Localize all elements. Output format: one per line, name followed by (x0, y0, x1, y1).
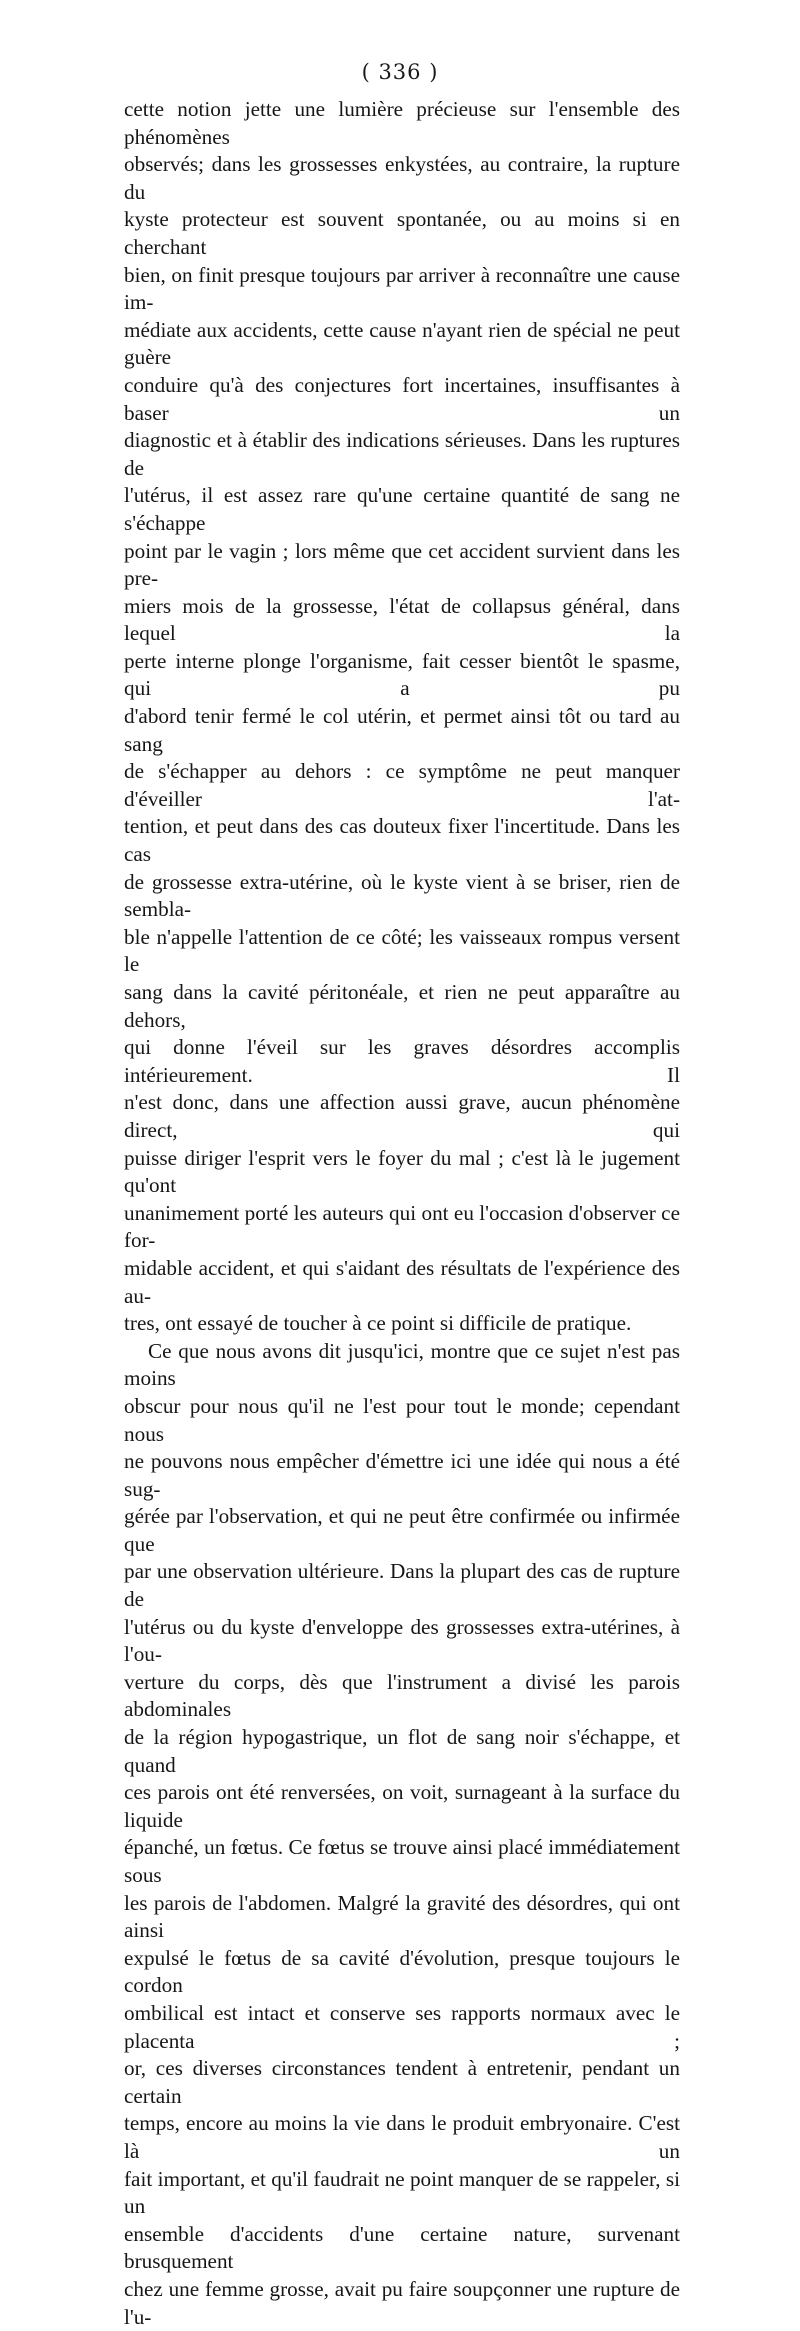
text-line: unanimement porté les auteurs qui ont eu l'occasion d'observer ce for- (124, 1200, 680, 1253)
text-line: d'abord tenir fermé le col utérin, et permet ainsi tôt ou tard au sang (124, 704, 680, 756)
text-line: obscur pour nous qu'il ne l'est pour tout le monde; cependant nous (124, 1393, 680, 1446)
text-line: miers mois de la grossesse, l'état de collapsus général, dans lequel la (124, 593, 680, 646)
text-line: cette notion jette une lumière précieuse sur l'ensemble des phénomènes (124, 97, 680, 149)
text-line: ombilical est intact et conserve ses rapports normaux avec le placenta ; (124, 2000, 680, 2053)
text-line: fait important, et qu'il faudrait ne point manquer de se rappeler, si un (124, 2166, 680, 2219)
text-line: l'utérus ou du kyste d'enveloppe des grossesses extra-utérines, à l'ou- (124, 1614, 680, 1667)
text-line: temps, encore au moins la vie dans le produit embryonaire. C'est là un (124, 2111, 680, 2163)
text-line: bien, on finit presque toujours par arriver à reconnaître une cause im- (124, 262, 680, 315)
text-line: or, ces diverses circonstances tendent à entretenir, pendant un certain (124, 2056, 680, 2108)
text-line: l'utérus, il est assez rare qu'une certaine quantité de sang ne s'échappe (124, 483, 680, 535)
text-line: conduire qu'à des conjectures fort incertaines, insuffisantes à baser un (124, 372, 680, 425)
text-line: les parois de l'abdomen. Malgré la gravité des désordres, qui ont ainsi (124, 1890, 680, 1943)
text-line: par une observation ultérieure. Dans la plupart des cas de rupture de (124, 1559, 680, 1612)
text-line: de grossesse extra-utérine, où le kyste vient à se briser, rien de sembla- (124, 869, 680, 922)
text-line: de s'échapper au dehors : ce symptôme ne peut manquer d'éveiller l'at- (124, 759, 680, 811)
text-line: expulsé le fœtus de sa cavité d'évolution, presque toujours le cordon (124, 1945, 680, 1998)
body-text (124, 96, 680, 2331)
text-line: observés; dans les grossesses enkystées, au contraire, la rupture du (124, 152, 680, 204)
text-line: verture du corps, dès que l'instrument a divisé les parois abdominales (124, 1669, 680, 1722)
text-line: n'est donc, dans une affection aussi grave, aucun phénomène direct, qui (124, 1090, 680, 1142)
text-line: sang dans la cavité péritonéale, et rien ne peut apparaître au dehors, (124, 980, 680, 1032)
text-line: épanché, un fœtus. Ce fœtus se trouve ainsi placé immédiatement sous (124, 1835, 680, 1887)
text-line: gérée par l'observation, et qui ne peut être confirmée ou infirmée que (124, 1504, 680, 1556)
text-line: chez une femme grosse, avait pu faire soupçonner une rupture de l'u- (124, 2276, 680, 2329)
text-line: tres, ont essayé de toucher à ce point si difficile de pratique. (124, 1311, 632, 1336)
text-line: médiate aux accidents, cette cause n'ayant rien de spécial ne peut guère (124, 317, 680, 370)
text-line: ne pouvons nous empêcher d'émettre ici une idée qui nous a été sug- (124, 1449, 680, 1501)
text-line: ensemble d'accidents d'une certaine nature, survenant brusquement (124, 2221, 680, 2274)
text-line: kyste protecteur est souvent spontanée, ou au moins si en cherchant (124, 207, 680, 259)
text-line: tention, et peut dans des cas douteux fixer l'incertitude. Dans les cas (124, 814, 680, 867)
text-line: perte interne plonge l'organisme, fait cesser bientôt le spasme, qui a pu (124, 648, 680, 701)
page-number: ( 336 ) (361, 60, 439, 84)
text-line: ble n'appelle l'attention de ce côté; les vaisseaux rompus versent le (124, 924, 680, 977)
text-line: Ce que nous avons dit jusqu'ici, montre que ce sujet n'est pas moins (124, 1338, 680, 1391)
text-line: midable accident, et qui s'aidant des résultats de l'expérience des au- (124, 1255, 680, 1308)
text-line: puisse diriger l'esprit vers le foyer du mal ; c'est là le jugement qu'ont (124, 1145, 680, 1198)
text-line: de la région hypogastrique, un flot de sang noir s'échappe, et quand (124, 1725, 680, 1777)
text-line: point par le vagin ; lors même que cet accident survient dans les pre- (124, 538, 680, 591)
text-line: ces parois ont été renversées, on voit, surnageant à la surface du liquide (124, 1780, 680, 1832)
text-line: qui donne l'éveil sur les graves désordres accomplis intérieurement. Il (124, 1035, 680, 1087)
text-line: diagnostic et à établir des indications sérieuses. Dans les ruptures de (124, 428, 680, 480)
